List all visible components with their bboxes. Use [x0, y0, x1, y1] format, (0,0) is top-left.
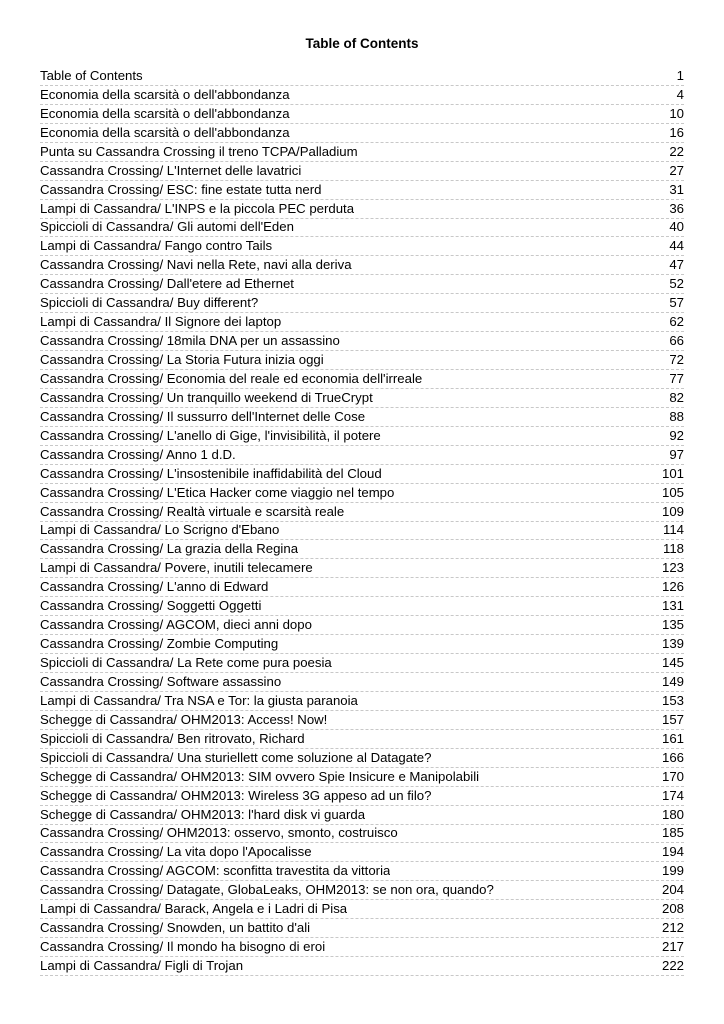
- toc-entry-page-number[interactable]: 4: [676, 86, 684, 102]
- toc-entry[interactable]: [40, 67, 684, 86]
- toc-entry-title[interactable]: Spiccioli di Cassandra/ Una sturiellett come soluzione al Datagate?: [40, 749, 432, 765]
- toc-entry[interactable]: [40, 351, 684, 370]
- toc-entry-title[interactable]: Table of Contents: [40, 67, 143, 83]
- toc-entry-page-number[interactable]: 82: [669, 389, 684, 405]
- toc-entry-title[interactable]: Cassandra Crossing/ OHM2013: osservo, smonto, costruisco: [40, 825, 398, 841]
- toc-entry[interactable]: [40, 730, 684, 749]
- toc-entry-page-number[interactable]: 153: [661, 692, 684, 708]
- toc-entry-title[interactable]: Cassandra Crossing/ La grazia della Regina: [40, 541, 299, 557]
- toc-entry[interactable]: [40, 692, 684, 711]
- toc-entry-title[interactable]: Lampi di Cassandra/ L'INPS e la piccola PEC perduta: [40, 200, 355, 216]
- toc-entry-title[interactable]: Lampi di Cassandra/ Il Signore dei laptop: [40, 314, 282, 330]
- toc-entry[interactable]: [40, 446, 684, 465]
- toc-entry[interactable]: [40, 957, 684, 976]
- toc-entry[interactable]: [40, 503, 684, 522]
- toc-entry-page-number[interactable]: 135: [661, 617, 684, 633]
- toc-entry-page-number[interactable]: 161: [661, 730, 684, 746]
- toc-entry-title[interactable]: Lampi di Cassandra/ Povere, inutili telecamere: [40, 560, 313, 576]
- toc-entry-title[interactable]: Cassandra Crossing/ Navi nella Rete, navi alla deriva: [40, 257, 352, 273]
- toc-entry-title[interactable]: Economia della scarsità o dell'abbondanza: [40, 124, 290, 140]
- toc-entry-title[interactable]: Spiccioli di Cassandra/ La Rete come pura poesia: [40, 655, 332, 670]
- toc-entry[interactable]: [40, 484, 684, 503]
- toc-entry-page-number[interactable]: 62: [669, 314, 684, 330]
- toc-entry[interactable]: [40, 313, 684, 332]
- toc-entry[interactable]: [40, 237, 684, 256]
- toc-entry[interactable]: [40, 219, 684, 238]
- toc-entry-page-number[interactable]: 97: [669, 446, 684, 462]
- toc-entry[interactable]: [40, 200, 684, 219]
- toc-entry-title[interactable]: Lampi di Cassandra/ Tra NSA e Tor: la giusta paranoia: [40, 692, 358, 708]
- toc-entry-title[interactable]: Cassandra Crossing/ Anno 1 d.D.: [40, 446, 236, 462]
- toc-entry-title[interactable]: Cassandra Crossing/ Un tranquillo weekend di TrueCrypt: [40, 389, 373, 405]
- toc-entry-page-number[interactable]: 31: [669, 181, 684, 197]
- toc-entry-title[interactable]: Cassandra Crossing/ L'Internet delle lavatrici: [40, 162, 302, 178]
- toc-entry[interactable]: [40, 862, 684, 881]
- toc-entry[interactable]: [40, 881, 684, 900]
- toc-entry-page-number[interactable]: 1: [676, 67, 684, 83]
- toc-entry-page-number[interactable]: 199: [661, 863, 684, 879]
- toc-entry[interactable]: [40, 749, 684, 768]
- toc-entry-page-number[interactable]: 109: [661, 503, 684, 519]
- toc-entry-title[interactable]: Cassandra Crossing/ Datagate, GlobaLeaks, OHM2013: se non ora, quando?: [40, 882, 494, 898]
- toc-entry-page-number[interactable]: 212: [661, 920, 684, 936]
- toc-entry[interactable]: [40, 332, 684, 351]
- toc-entry-title[interactable]: Cassandra Crossing/ La vita dopo l'Apocalisse: [40, 844, 312, 860]
- toc-entry-title[interactable]: Punta su Cassandra Crossing il treno TCPA/Palladium: [40, 143, 358, 159]
- toc-entry-page-number[interactable]: 88: [669, 408, 684, 424]
- toc-entry-title[interactable]: Cassandra Crossing/ L'Etica Hacker come viaggio nel tempo: [40, 484, 395, 500]
- toc-entry-title[interactable]: Cassandra Crossing/ Software assassino: [40, 673, 282, 689]
- toc-entry-title[interactable]: Lampi di Cassandra/ Fango contro Tails: [40, 238, 273, 254]
- toc-entry-page-number[interactable]: 101: [661, 465, 684, 481]
- toc-entry-page-number[interactable]: 174: [661, 787, 684, 803]
- toc-entry-title[interactable]: Cassandra Crossing/ Realtà virtuale e scarsità reale: [40, 503, 345, 519]
- toc-entry-title[interactable]: Spiccioli di Cassandra/ Gli automi dell'Eden: [40, 219, 294, 235]
- toc-entry-title[interactable]: Cassandra Crossing/ L'anno di Edward: [40, 579, 269, 595]
- toc-entry-page-number[interactable]: 185: [661, 825, 684, 841]
- toc-entry[interactable]: [40, 389, 684, 408]
- toc-entry[interactable]: [40, 465, 684, 484]
- toc-entry[interactable]: [40, 540, 684, 559]
- toc-entry-page-number[interactable]: 166: [661, 749, 684, 765]
- toc-entry-page-number[interactable]: 204: [661, 882, 684, 898]
- toc-entry-page-number[interactable]: 131: [661, 598, 684, 614]
- toc-entry-page-number[interactable]: 10: [669, 105, 684, 121]
- toc-entry[interactable]: [40, 654, 684, 673]
- toc-entry[interactable]: [40, 294, 684, 313]
- toc-entry-page-number[interactable]: 118: [662, 541, 684, 557]
- toc-entry[interactable]: [40, 825, 684, 844]
- toc-entry-page-number[interactable]: 52: [669, 276, 684, 292]
- toc-entry-page-number[interactable]: 44: [669, 238, 684, 254]
- toc-entry-page-number[interactable]: 72: [669, 352, 684, 367]
- toc-entry-title[interactable]: Schegge di Cassandra/ OHM2013: SIM ovvero Spie Insicure e Manipolabili: [40, 768, 480, 784]
- page-title: Table of Contents: [305, 36, 419, 51]
- toc-entry-page-number[interactable]: 22: [669, 143, 684, 159]
- toc-entry-page-number[interactable]: 217: [661, 939, 684, 955]
- toc-entry-title[interactable]: Lampi di Cassandra/ Barack, Angela e i Ladri di Pisa: [40, 901, 348, 917]
- toc-entry[interactable]: [40, 559, 684, 578]
- toc-entry-page-number[interactable]: 180: [661, 806, 684, 822]
- toc-entry-page-number[interactable]: 145: [661, 655, 684, 670]
- toc-entry-page-number[interactable]: 123: [661, 560, 684, 576]
- toc-entry-page-number[interactable]: 149: [661, 673, 684, 689]
- toc-entry-title[interactable]: Schegge di Cassandra/ OHM2013: l'hard disk vi guarda: [40, 806, 366, 822]
- toc-entry-title[interactable]: Schegge di Cassandra/ OHM2013: Access! Now!: [40, 711, 328, 727]
- toc-entry[interactable]: [40, 787, 684, 806]
- toc-entry-title[interactable]: Cassandra Crossing/ Dall'etere ad Ethernet: [40, 276, 294, 292]
- toc-entry-title[interactable]: Cassandra Crossing/ 18mila DNA per un assassino: [40, 333, 340, 349]
- toc-entry-title[interactable]: Economia della scarsità o dell'abbondanza: [40, 86, 290, 102]
- toc-entry-title[interactable]: Cassandra Crossing/ Economia del reale ed economia dell'irreale: [40, 370, 423, 386]
- toc-entry-page-number[interactable]: 57: [669, 295, 684, 311]
- toc-entry[interactable]: [40, 105, 684, 124]
- toc-entry-title[interactable]: Cassandra Crossing/ L'anello di Gige, l'invisibilità, il potere: [40, 427, 381, 443]
- toc-entry-title[interactable]: Cassandra Crossing/ L'insostenibile inaffidabilità del Cloud: [40, 465, 382, 481]
- toc-entry[interactable]: [40, 256, 684, 275]
- toc-entry[interactable]: [40, 673, 684, 692]
- toc-entry-page-number[interactable]: 139: [661, 636, 684, 652]
- toc-entry[interactable]: [40, 181, 684, 200]
- toc-entry[interactable]: [40, 938, 684, 957]
- toc-entry-page-number[interactable]: 40: [669, 219, 684, 235]
- toc-entry-title[interactable]: Cassandra Crossing/ Il sussurro dell'Internet delle Cose: [40, 408, 366, 424]
- toc-entry-title[interactable]: Cassandra Crossing/ Zombie Computing: [40, 636, 279, 652]
- toc-entry-title[interactable]: Cassandra Crossing/ Snowden, un battito d'ali: [40, 920, 311, 936]
- toc-entry-title[interactable]: Cassandra Crossing/ Il mondo ha bisogno di eroi: [40, 939, 326, 955]
- toc-entry-page-number[interactable]: 157: [661, 711, 684, 727]
- toc-entry-page-number[interactable]: 16: [669, 124, 684, 140]
- toc-entry[interactable]: [40, 427, 684, 446]
- toc-entry-page-number[interactable]: 194: [661, 844, 684, 860]
- toc-entry[interactable]: [40, 522, 684, 541]
- toc-entry[interactable]: [40, 370, 684, 389]
- toc-entry-title[interactable]: Cassandra Crossing/ La Storia Futura inizia oggi: [40, 352, 324, 367]
- toc-entry-page-number[interactable]: 36: [669, 200, 684, 216]
- toc-entry-page-number[interactable]: 208: [661, 901, 684, 917]
- toc-entry-page-number[interactable]: 77: [669, 370, 684, 386]
- toc-entry[interactable]: [40, 900, 684, 919]
- toc-entry-title[interactable]: Spiccioli di Cassandra/ Buy different?: [40, 295, 259, 311]
- toc-entry-page-number[interactable]: 66: [669, 333, 684, 349]
- toc-entry-page-number[interactable]: 92: [669, 427, 684, 443]
- toc-entry[interactable]: [40, 597, 684, 616]
- toc-entry-title[interactable]: Cassandra Crossing/ AGCOM, dieci anni dopo: [40, 617, 312, 633]
- toc-entry[interactable]: [40, 843, 684, 862]
- toc-entry[interactable]: [40, 86, 684, 105]
- toc-entry[interactable]: [40, 635, 684, 654]
- toc-entry[interactable]: [40, 275, 684, 294]
- toc-entry-page-number[interactable]: 105: [661, 484, 684, 500]
- toc-entry-title[interactable]: Cassandra Crossing/ Soggetti Oggetti: [40, 598, 262, 614]
- toc-entry-page-number[interactable]: 126: [661, 579, 684, 595]
- toc-entry[interactable]: [40, 408, 684, 427]
- toc-entry[interactable]: [40, 806, 684, 825]
- toc-entry-title[interactable]: Lampi di Cassandra/ Figli di Trojan: [40, 958, 244, 973]
- toc-entry-title[interactable]: Economia della scarsità o dell'abbondanza: [40, 105, 290, 121]
- toc-entry-page-number[interactable]: 27: [669, 162, 684, 178]
- toc-entry-title[interactable]: Cassandra Crossing/ ESC: fine estate tutta nerd: [40, 181, 322, 197]
- toc-entry-title[interactable]: Cassandra Crossing/ AGCOM: sconfitta travestita da vittoria: [40, 863, 391, 879]
- toc-entry[interactable]: [40, 616, 684, 635]
- toc-entry-page-number[interactable]: 47: [669, 257, 684, 273]
- toc-entry-title[interactable]: Schegge di Cassandra/ OHM2013: Wireless 3G appeso ad un filo?: [40, 787, 432, 803]
- toc-entry[interactable]: [40, 578, 684, 597]
- toc-entry[interactable]: [40, 768, 684, 787]
- toc-entry-page-number[interactable]: 114: [662, 522, 684, 538]
- toc-entry[interactable]: [40, 124, 684, 143]
- toc-entry-page-number[interactable]: 222: [661, 958, 684, 973]
- toc-entry[interactable]: [40, 143, 684, 162]
- toc-entry[interactable]: [40, 919, 684, 938]
- toc-list: [40, 67, 684, 976]
- toc-entry-title[interactable]: Spiccioli di Cassandra/ Ben ritrovato, Richard: [40, 730, 305, 746]
- toc-entry[interactable]: [40, 162, 684, 181]
- toc-entry[interactable]: [40, 711, 684, 730]
- toc-entry-title[interactable]: Lampi di Cassandra/ Lo Scrigno d'Ebano: [40, 522, 280, 538]
- toc-entry-page-number[interactable]: 170: [661, 768, 684, 784]
